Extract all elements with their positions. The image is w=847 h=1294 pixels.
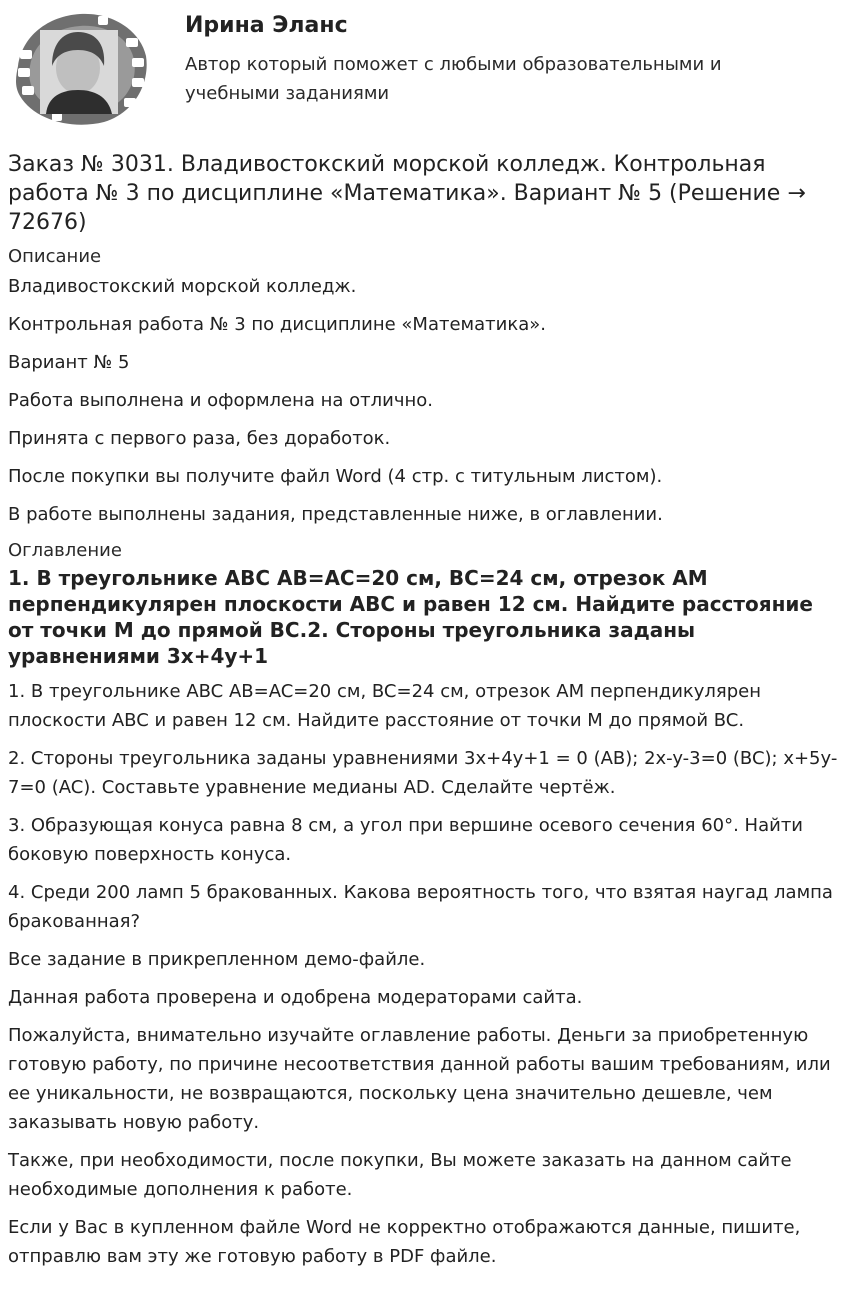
description-line: Владивостокский морской колледж. xyxy=(8,276,357,297)
description-line: Работа выполнена и оформлена на отлично. xyxy=(8,390,434,411)
main-content xyxy=(8,150,840,1280)
toc-body xyxy=(8,677,840,1271)
description-line: Принята с первого раза, без доработок. xyxy=(8,428,391,449)
note-paragraph: Если у Вас в купленном файле Word не корректно отображаются данные, пишите, отправлю вам эту же готовую работу в PDF файле. xyxy=(8,1217,801,1267)
author-block xyxy=(0,0,847,135)
note-paragraph: Также, при необходимости, после покупки, Вы можете заказать на данном сайте необходимые дополнения к работе. xyxy=(8,1150,792,1200)
toc-heading: 1. В треугольнике ABC AB=AC=20 см, BC=24 см, отрезок AM перпендикулярен плоскости ABC и равен 12 см. Найдите расстояние от точки M до прямой BC.2. Стороны треугольника заданы уравнениями 3x+4y+1 xyxy=(8,566,813,668)
description-line: В работе выполнены задания, представленные ниже, в оглавлении. xyxy=(8,504,663,525)
author-name[interactable]: Ирина Эланс xyxy=(185,13,348,38)
task-item: 1. В треугольнике ABC AB=AC=20 см, BC=24 см, отрезок AM перпендикулярен плоскости ABC и равен 12 см. Найдите расстояние от точки M до прямой BC. xyxy=(8,681,762,731)
description-line: После покупки вы получите файл Word (4 стр. с титульным листом). xyxy=(8,466,663,487)
description-line: Вариант № 5 xyxy=(8,352,130,373)
description-label: Описание xyxy=(8,246,102,267)
author-photo xyxy=(40,30,118,114)
description-section xyxy=(8,273,840,529)
note-paragraph: Пожалуйста, внимательно изучайте оглавление работы. Деньги за приобретенную готовую работу, по причине несоответствия данной работы вашим требованиям, или ее уникальности, не возвращаются, поскольку цена значительно дешевле, чем заказывать новую работу. xyxy=(8,1025,831,1133)
note-paragraph: Данная работа проверена и одобрена модераторами сайта. xyxy=(8,987,583,1008)
task-item: 4. Среди 200 ламп 5 бракованных. Какова вероятность того, что взятая наугад лампа бракованная? xyxy=(8,882,833,932)
description-line: Контрольная работа № 3 по дисциплине «Математика». xyxy=(8,314,546,335)
author-avatar[interactable] xyxy=(8,8,150,128)
page-title: Заказ № 3031. Владивостокский морской колледж. Контрольная работа № 3 по дисциплине «Математика». Вариант № 5 (Решение → 72676) xyxy=(8,152,806,235)
toc-label: Оглавление xyxy=(8,540,122,561)
author-description: Автор который поможет с любыми образовательными и учебными заданиями xyxy=(185,54,722,104)
note-paragraph: Все задание в прикрепленном демо-файле. xyxy=(8,949,426,970)
task-item: 3. Образующая конуса равна 8 см, а угол при вершине осевого сечения 60°. Найти боковую поверхность конуса. xyxy=(8,815,804,865)
task-item: 2. Стороны треугольника заданы уравнениями 3x+4y+1 = 0 (AB); 2x-y-3=0 (BC); x+5y-7=0 (AC). Составьте уравнение медианы AD. Сделайте чертёж. xyxy=(8,748,838,798)
